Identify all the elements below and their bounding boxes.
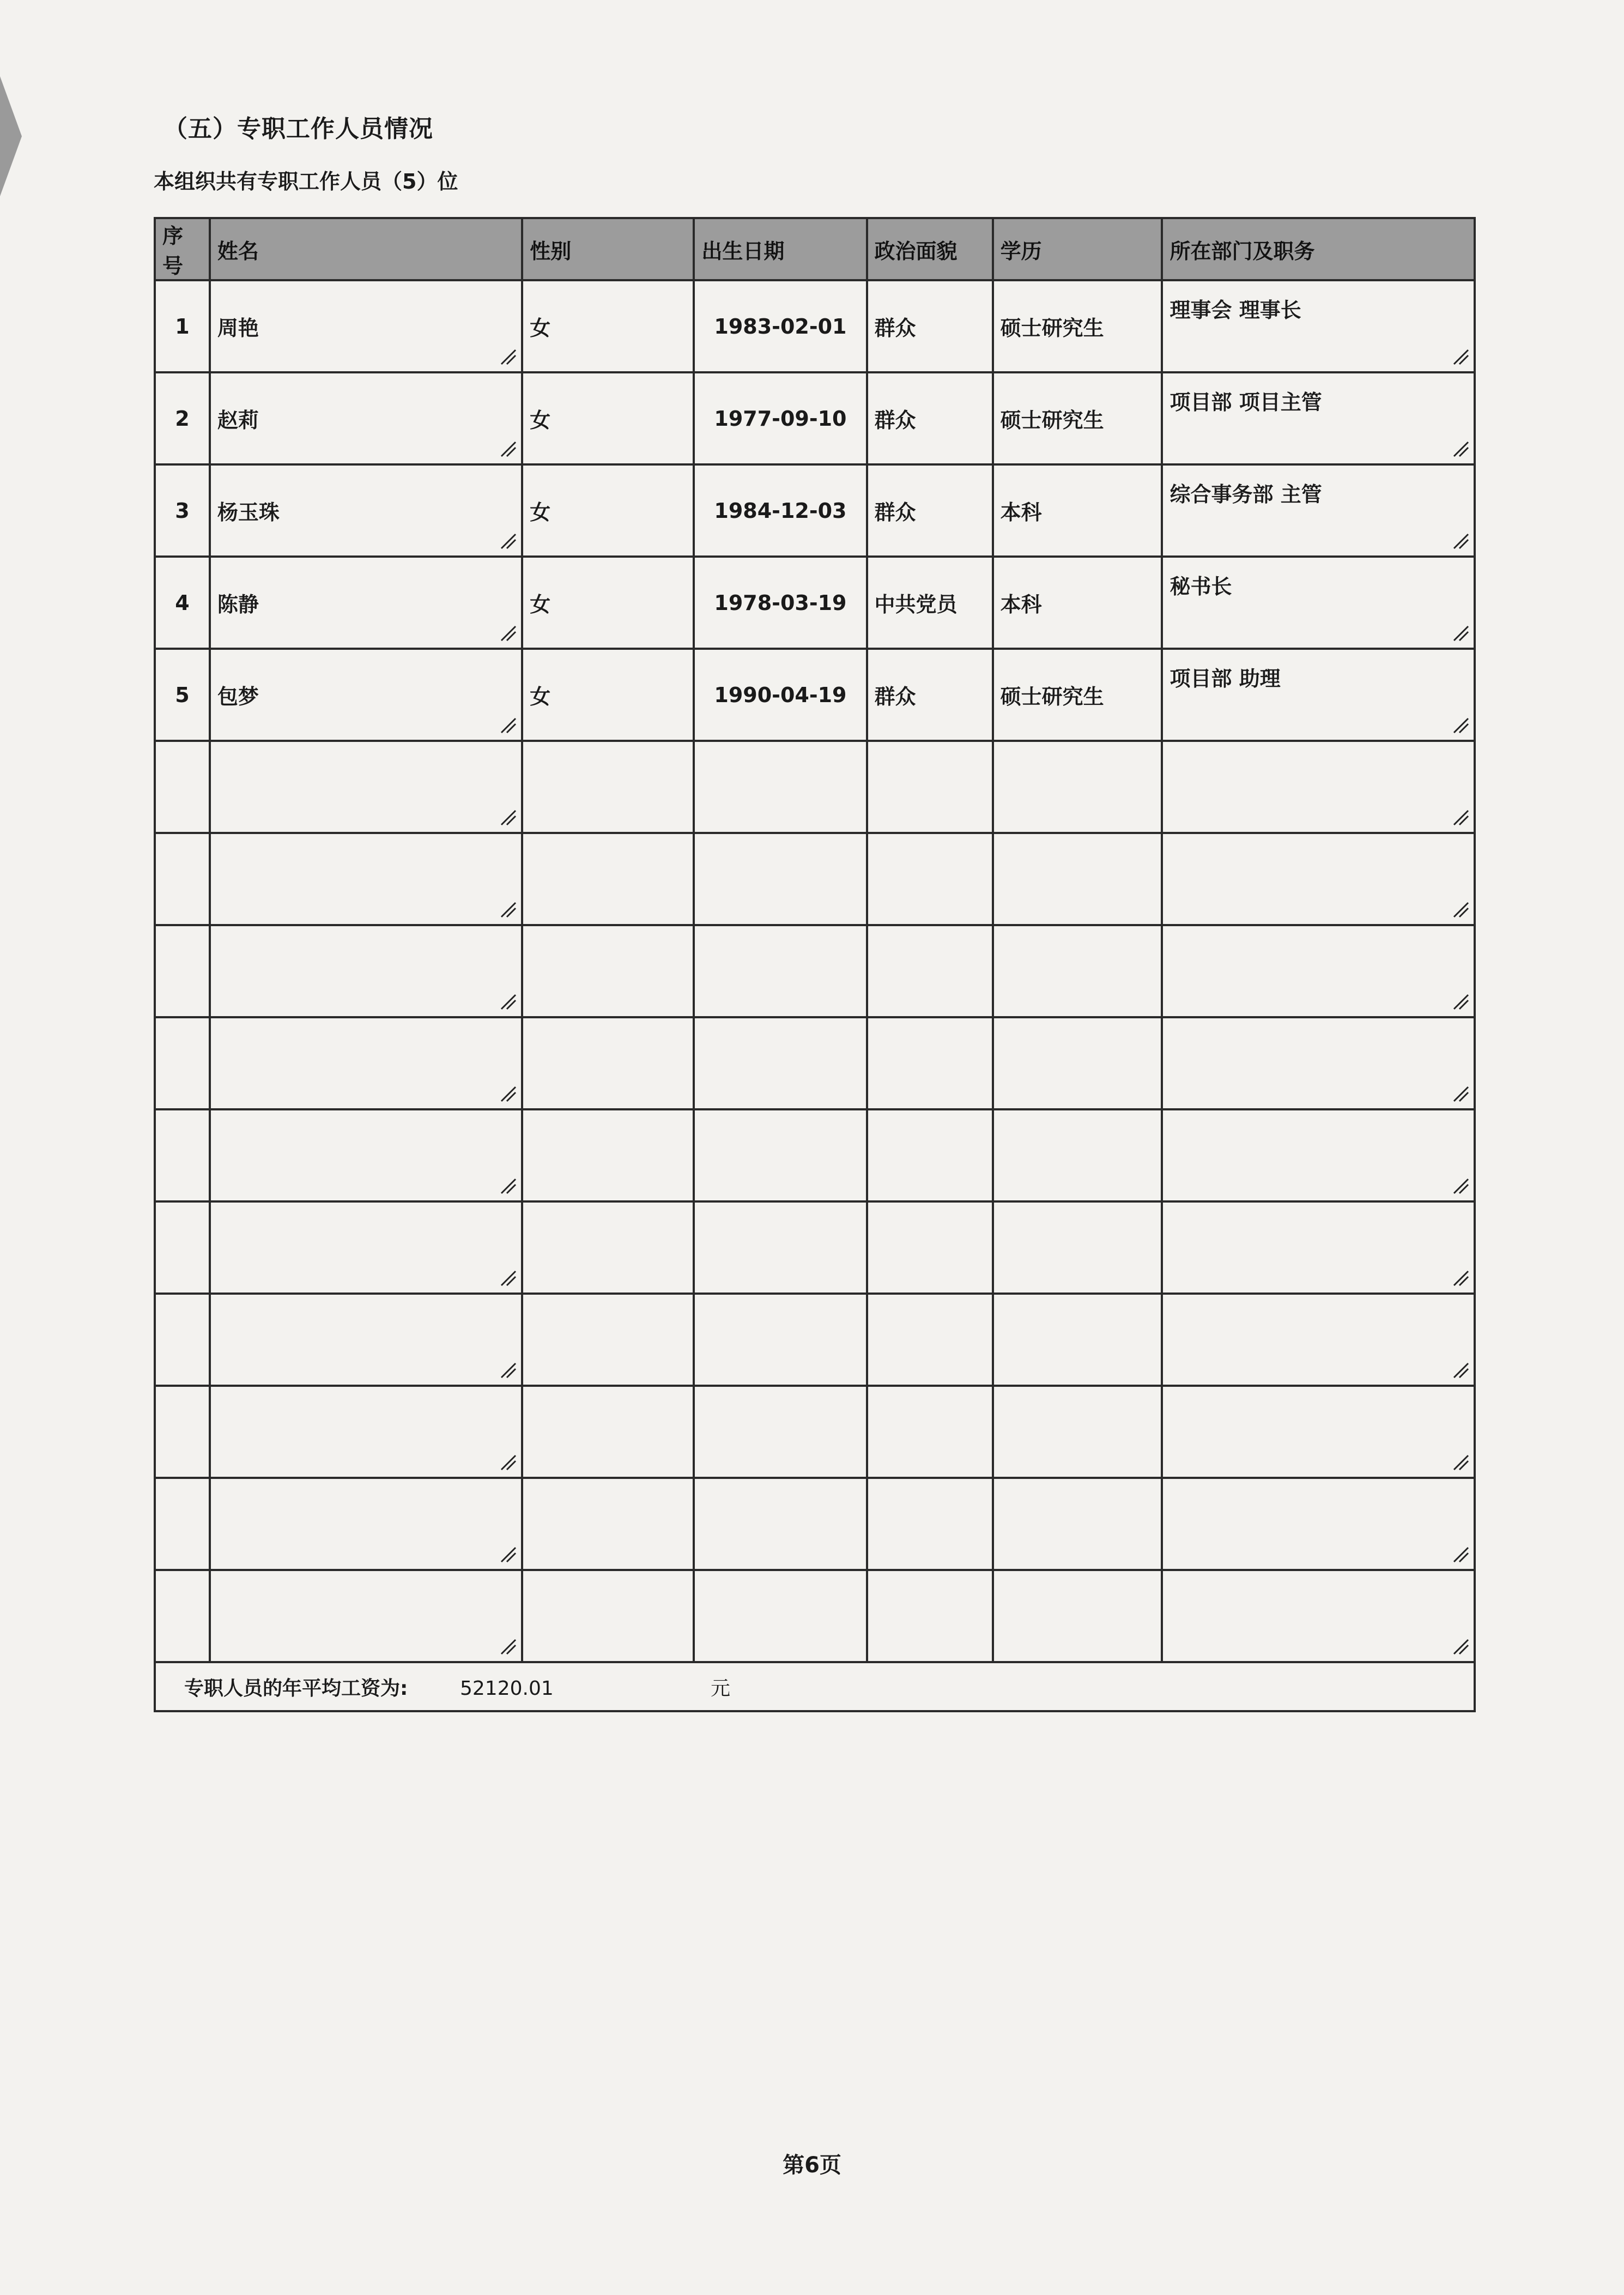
cell-name[interactable] xyxy=(210,280,522,372)
cell-political-status xyxy=(867,1294,993,1386)
resize-handle-icon[interactable] xyxy=(499,1637,518,1656)
cell-gender: 女 xyxy=(522,372,694,464)
cell-gender xyxy=(522,1570,694,1662)
cell-education: 硕士研究生 xyxy=(993,280,1162,372)
cell-birth-date: 1990-04-19 xyxy=(694,649,866,741)
cell-dept-text: 项目部 项目主管 xyxy=(1169,390,1322,414)
resize-handle-icon[interactable] xyxy=(499,900,518,919)
cell-gender xyxy=(522,1109,694,1201)
table-row xyxy=(155,280,1475,372)
cell-education: 硕士研究生 xyxy=(993,649,1162,741)
cell-political-status xyxy=(867,1478,993,1570)
cell-political-status: 群众 xyxy=(867,372,993,464)
resize-handle-icon[interactable] xyxy=(1452,624,1470,642)
cell-education xyxy=(993,925,1162,1017)
cell-department-position[interactable] xyxy=(1162,280,1475,372)
table-row xyxy=(155,1570,1475,1662)
table-row xyxy=(155,649,1475,741)
cell-name[interactable] xyxy=(210,833,522,925)
table-row xyxy=(155,372,1475,464)
cell-seq xyxy=(155,925,210,1017)
table-row xyxy=(155,1109,1475,1201)
cell-department-position[interactable] xyxy=(1162,1109,1475,1201)
resize-handle-icon[interactable] xyxy=(1452,992,1470,1011)
cell-department-position[interactable] xyxy=(1162,464,1475,557)
salary-cell xyxy=(155,1662,1475,1711)
cell-birth-date xyxy=(694,925,866,1017)
resize-handle-icon[interactable] xyxy=(499,1176,518,1195)
table-row xyxy=(155,1017,1475,1109)
resize-handle-icon[interactable] xyxy=(499,716,518,734)
resize-handle-icon[interactable] xyxy=(1452,532,1470,550)
cell-birth-date xyxy=(694,1478,866,1570)
cell-department-position[interactable] xyxy=(1162,833,1475,925)
cell-name-text: 陈静 xyxy=(217,593,259,617)
cell-birth-date xyxy=(694,1294,866,1386)
cell-birth-date: 1977-09-10 xyxy=(694,372,866,464)
cell-seq xyxy=(155,1017,210,1109)
cell-gender xyxy=(522,1201,694,1294)
cell-department-position[interactable] xyxy=(1162,649,1475,741)
cell-gender xyxy=(522,1294,694,1386)
cell-name[interactable] xyxy=(210,557,522,649)
resize-handle-icon[interactable] xyxy=(499,1361,518,1379)
cell-political-status: 中共党员 xyxy=(867,557,993,649)
cell-education: 硕士研究生 xyxy=(993,372,1162,464)
cell-education xyxy=(993,1294,1162,1386)
cell-department-position[interactable] xyxy=(1162,1570,1475,1662)
cell-seq: 1 xyxy=(155,280,210,372)
cell-name[interactable] xyxy=(210,372,522,464)
resize-handle-icon[interactable] xyxy=(1452,1545,1470,1563)
cell-gender: 女 xyxy=(522,557,694,649)
cell-name-text: 赵莉 xyxy=(217,408,259,432)
cell-name[interactable] xyxy=(210,1109,522,1201)
cell-gender xyxy=(522,1386,694,1478)
resize-handle-icon[interactable] xyxy=(499,1084,518,1103)
resize-handle-icon[interactable] xyxy=(1452,1637,1470,1656)
cell-department-position[interactable] xyxy=(1162,557,1475,649)
resize-handle-icon[interactable] xyxy=(1452,808,1470,826)
cell-name[interactable] xyxy=(210,1386,522,1478)
cell-seq xyxy=(155,1478,210,1570)
cell-gender: 女 xyxy=(522,649,694,741)
resize-handle-icon[interactable] xyxy=(1452,900,1470,919)
header-political-status: 政治面貌 xyxy=(867,218,993,280)
cell-birth-date: 1983-02-01 xyxy=(694,280,866,372)
cell-seq xyxy=(155,1109,210,1201)
cell-gender: 女 xyxy=(522,464,694,557)
cell-name[interactable] xyxy=(210,1478,522,1570)
cell-department-position[interactable] xyxy=(1162,372,1475,464)
resize-handle-icon[interactable] xyxy=(499,1545,518,1563)
cell-name[interactable] xyxy=(210,1017,522,1109)
cell-gender: 女 xyxy=(522,280,694,372)
header-education: 学历 xyxy=(993,218,1162,280)
table-row xyxy=(155,1386,1475,1478)
cell-name[interactable] xyxy=(210,1201,522,1294)
cell-name-text: 包梦 xyxy=(217,685,259,709)
table-row xyxy=(155,741,1475,833)
cell-gender xyxy=(522,741,694,833)
resize-handle-icon[interactable] xyxy=(1452,1269,1470,1287)
cell-gender xyxy=(522,1478,694,1570)
cell-education xyxy=(993,1201,1162,1294)
resize-handle-icon[interactable] xyxy=(499,808,518,826)
header-department-position: 所在部门及职务 xyxy=(1162,218,1475,280)
cell-seq xyxy=(155,1201,210,1294)
table-body xyxy=(155,280,1475,1662)
cell-birth-date: 1984-12-03 xyxy=(694,464,866,557)
salary-unit: 元 xyxy=(711,1677,731,1700)
staff-table xyxy=(154,217,1476,1712)
cell-name-text: 杨玉珠 xyxy=(217,500,280,524)
cell-seq: 5 xyxy=(155,649,210,741)
cell-name-text: 周艳 xyxy=(217,316,259,340)
cell-gender xyxy=(522,833,694,925)
cell-birth-date xyxy=(694,1201,866,1294)
header-birth-date: 出生日期 xyxy=(694,218,866,280)
cell-seq xyxy=(155,833,210,925)
header-name: 姓名 xyxy=(210,218,522,280)
cell-dept-text: 项目部 助理 xyxy=(1169,667,1281,691)
salary-label: 专职人员的年平均工资为: xyxy=(184,1677,408,1700)
salary-row xyxy=(155,1662,1475,1711)
cell-department-position[interactable] xyxy=(1162,1201,1475,1294)
cell-birth-date xyxy=(694,741,866,833)
table-row xyxy=(155,1294,1475,1386)
cell-political-status: 群众 xyxy=(867,464,993,557)
cell-political-status: 群众 xyxy=(867,280,993,372)
cell-political-status xyxy=(867,741,993,833)
table-row xyxy=(155,557,1475,649)
cell-education xyxy=(993,1386,1162,1478)
cell-birth-date xyxy=(694,1109,866,1201)
resize-handle-icon[interactable] xyxy=(1452,1084,1470,1103)
resize-handle-icon[interactable] xyxy=(1452,439,1470,458)
table-row xyxy=(155,464,1475,557)
resize-handle-icon[interactable] xyxy=(1452,1453,1470,1471)
cell-gender xyxy=(522,1017,694,1109)
cell-seq: 3 xyxy=(155,464,210,557)
cell-department-position[interactable] xyxy=(1162,1017,1475,1109)
table-row xyxy=(155,1478,1475,1570)
cell-department-position[interactable] xyxy=(1162,1478,1475,1570)
cell-gender xyxy=(522,925,694,1017)
cell-political-status: 群众 xyxy=(867,649,993,741)
table-row xyxy=(155,1201,1475,1294)
cell-name[interactable] xyxy=(210,649,522,741)
cell-name[interactable] xyxy=(210,1570,522,1662)
resize-handle-icon[interactable] xyxy=(499,1269,518,1287)
cell-education xyxy=(993,741,1162,833)
cell-birth-date xyxy=(694,833,866,925)
cell-education xyxy=(993,833,1162,925)
cell-seq xyxy=(155,741,210,833)
cell-education xyxy=(993,1109,1162,1201)
resize-handle-icon[interactable] xyxy=(1452,716,1470,734)
page-number: 第6页 xyxy=(783,2153,841,2178)
cell-name[interactable] xyxy=(210,464,522,557)
cell-dept-text: 秘书长 xyxy=(1169,575,1232,599)
cell-birth-date: 1978-03-19 xyxy=(694,557,866,649)
cell-birth-date xyxy=(694,1570,866,1662)
resize-handle-icon[interactable] xyxy=(499,532,518,550)
cell-seq xyxy=(155,1570,210,1662)
resize-handle-icon[interactable] xyxy=(1452,1176,1470,1195)
resize-handle-icon[interactable] xyxy=(1452,347,1470,366)
cell-education xyxy=(993,1570,1162,1662)
cell-seq xyxy=(155,1294,210,1386)
cell-education xyxy=(993,1478,1162,1570)
resize-handle-icon[interactable] xyxy=(499,992,518,1011)
cell-political-status xyxy=(867,1109,993,1201)
salary-value: 52120.01 xyxy=(460,1677,554,1700)
cell-seq: 4 xyxy=(155,557,210,649)
cell-political-status xyxy=(867,1201,993,1294)
cell-political-status xyxy=(867,833,993,925)
resize-handle-icon[interactable] xyxy=(499,624,518,642)
cell-name[interactable] xyxy=(210,741,522,833)
cell-political-status xyxy=(867,1017,993,1109)
page-edge-fold xyxy=(0,76,22,196)
cell-political-status xyxy=(867,1570,993,1662)
cell-department-position[interactable] xyxy=(1162,1294,1475,1386)
section-title: （五）专职工作人员情况 xyxy=(163,115,433,143)
staff-count-line: 本组织共有专职工作人员（5）位 xyxy=(154,170,458,194)
cell-dept-text: 理事会 理事长 xyxy=(1169,298,1301,322)
cell-education: 本科 xyxy=(993,557,1162,649)
header-gender: 性别 xyxy=(522,218,694,280)
cell-name[interactable] xyxy=(210,925,522,1017)
cell-education: 本科 xyxy=(993,464,1162,557)
cell-education xyxy=(993,1017,1162,1109)
resize-handle-icon[interactable] xyxy=(1452,1361,1470,1379)
cell-department-position[interactable] xyxy=(1162,741,1475,833)
cell-political-status xyxy=(867,1386,993,1478)
resize-handle-icon[interactable] xyxy=(499,347,518,366)
cell-birth-date xyxy=(694,1017,866,1109)
cell-seq: 2 xyxy=(155,372,210,464)
cell-department-position[interactable] xyxy=(1162,925,1475,1017)
cell-seq xyxy=(155,1386,210,1478)
cell-name[interactable] xyxy=(210,1294,522,1386)
cell-dept-text: 综合事务部 主管 xyxy=(1169,482,1322,506)
cell-birth-date xyxy=(694,1386,866,1478)
cell-department-position[interactable] xyxy=(1162,1386,1475,1478)
header-seq: 序号 xyxy=(155,218,210,280)
resize-handle-icon[interactable] xyxy=(499,1453,518,1471)
resize-handle-icon[interactable] xyxy=(499,439,518,458)
table-row xyxy=(155,833,1475,925)
table-header-row xyxy=(155,218,1475,280)
table-row xyxy=(155,925,1475,1017)
cell-political-status xyxy=(867,925,993,1017)
